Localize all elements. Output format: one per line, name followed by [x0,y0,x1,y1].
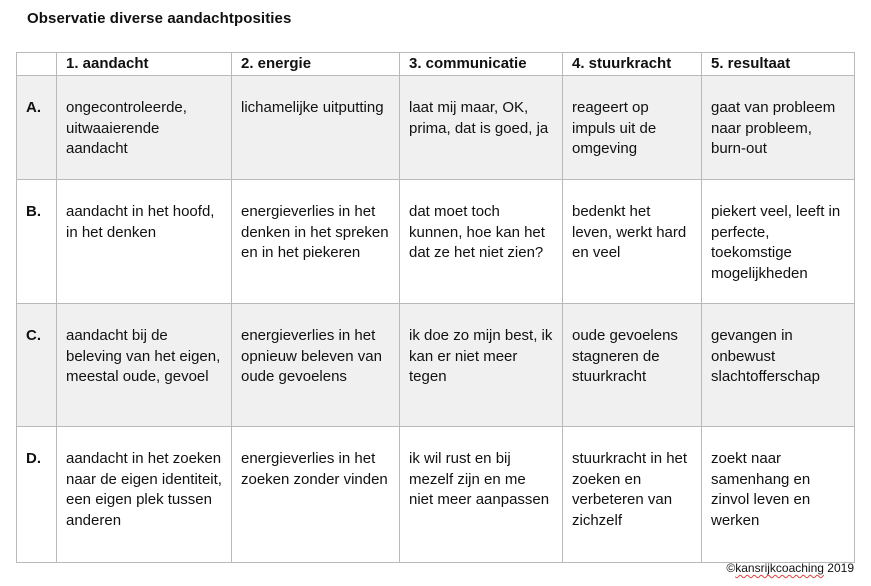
header-stuurkracht: 4. stuurkracht [563,53,702,76]
document-title: Observatie diverse aandachtposities [27,10,292,27]
table-cell: stuurkracht in het zoeken en verbeteren van zichzelf [563,427,702,563]
row-label: D. [17,427,57,563]
table-row-d [17,427,855,563]
table-cell: lichamelijke uitputting [232,76,400,180]
table-row-c [17,304,855,427]
header-communicatie: 3. communicatie [400,53,563,76]
table-cell: gevangen in onbewust slachtofferschap [702,304,855,427]
table-cell: energieverlies in het denken in het spreken en in het piekeren [232,180,400,304]
table-cell: reageert op impuls uit de omgeving [563,76,702,180]
table-cell: oude gevoelens stagneren de stuurkracht [563,304,702,427]
table-cell: ongecontroleerde, uitwaaierende aandacht [57,76,232,180]
table-cell: gaat van probleem naar probleem, burn-out [702,76,855,180]
header-row [17,53,855,76]
header-corner [17,53,57,76]
row-label: A. [17,76,57,180]
header-energie: 2. energie [232,53,400,76]
table-cell: bedenkt het leven, werkt hard en veel [563,180,702,304]
table-cell: aandacht in het zoeken naar de eigen identiteit, een eigen plek tussen anderen [57,427,232,563]
observation-table [16,52,855,563]
table-cell: piekert veel, leeft in perfecte, toekomstige mogelijkheden [702,180,855,304]
table-cell: aandacht in het hoofd, in het denken [57,180,232,304]
header-resultaat: 5. resultaat [702,53,855,76]
table-cell: energieverlies in het zoeken zonder vinden [232,427,400,563]
table-cell: laat mij maar, OK, prima, dat is goed, ja [400,76,563,180]
copyright-symbol: © [726,561,736,575]
row-label: B. [17,180,57,304]
table-cell: energieverlies in het opnieuw beleven van oude gevoelens [232,304,400,427]
copyright-notice [726,561,854,575]
copyright-year: 2019 [827,561,854,575]
table-row-b [17,180,855,304]
table-cell: ik wil rust en bij mezelf zijn en me niet meer aanpassen [400,427,563,563]
row-label: C. [17,304,57,427]
table-cell: ik doe zo mijn best, ik kan er niet meer tegen [400,304,563,427]
table-cell: zoekt naar samenhang en zinvol leven en werken [702,427,855,563]
table-cell: aandacht bij de beleving van het eigen, meestal oude, gevoel [57,304,232,427]
table-cell: dat moet toch kunnen, hoe kan het dat ze het niet zien? [400,180,563,304]
table-row-a [17,76,855,180]
header-aandacht: 1. aandacht [57,53,232,76]
copyright-brand: kansrijkcoaching [735,561,824,575]
